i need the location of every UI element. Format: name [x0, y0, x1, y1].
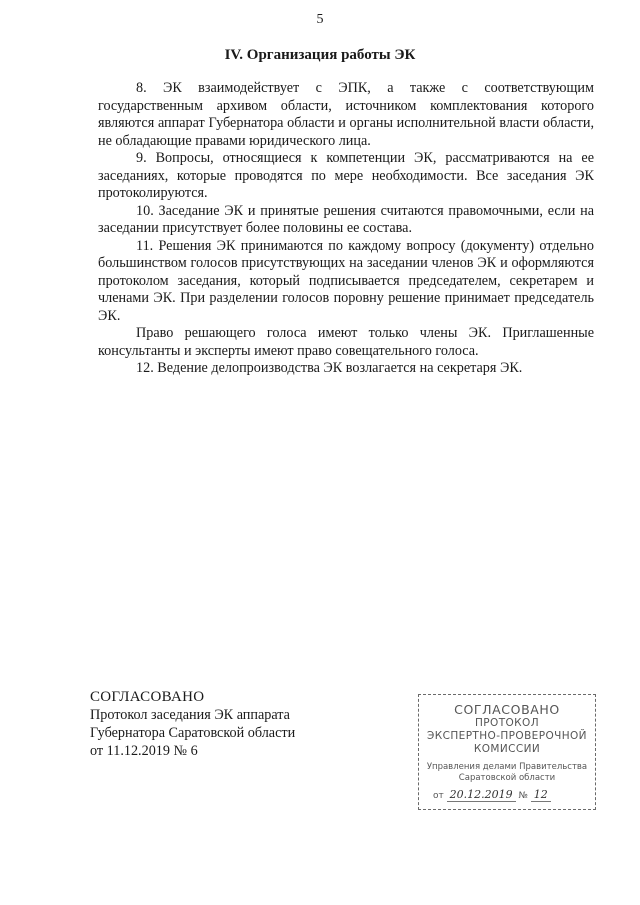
paragraph-11: 11. Решения ЭК принимаются по каждому вопросу (документу) отдельно большинством голосов присутствующих на заседании членов ЭК и оформляются протоколом заседания, который подписывается председателем, секретарем и членами ЭК. При разделении голосов поровну решение принимает председатель ЭК. — [98, 237, 594, 324]
section-title: IV. Организация работы ЭК — [224, 47, 416, 63]
stamp-date-row — [419, 789, 595, 802]
stamp-line-protocol: ПРОТОКОЛ — [475, 717, 539, 729]
paragraph-10: 10. Заседание ЭК и принятые решения считаются правомочными, если на заседании присутствует более половины ее состава. — [98, 202, 594, 236]
stamp-line-commission-type: ЭКСПЕРТНО-ПРОВЕРОЧНОЙ — [427, 730, 587, 742]
approval-block — [90, 688, 360, 760]
approval-line-organization: Губернатора Саратовской области — [90, 725, 296, 741]
stamp-date-prefix: от — [433, 791, 444, 801]
stamp-number-handwritten: 12 — [531, 789, 551, 802]
approval-stamp — [418, 694, 596, 810]
stamp-line-commission: КОМИССИИ — [473, 743, 541, 755]
paragraph-9: 9. Вопросы, относящиеся к компетенции ЭК, рассматриваются на ее заседаниях, которые проводятся по мере необходимости. Все заседания ЭК протоколируются. — [98, 150, 594, 201]
document-body — [98, 80, 594, 378]
paragraph-12: 12. Ведение делопроизводства ЭК возлагается на секретаря ЭК. — [136, 360, 523, 376]
stamp-title: СОГЛАСОВАНО — [454, 702, 560, 717]
stamp-org-line-1: Управления делами Правительства — [426, 762, 588, 772]
stamp-number-prefix: № — [518, 791, 528, 801]
stamp-org-line-2: Саратовской области — [458, 773, 556, 783]
approval-line-protocol: Протокол заседания ЭК аппарата — [90, 707, 290, 723]
approval-heading: СОГЛАСОВАНО — [90, 689, 205, 705]
paragraph-8: 8. ЭК взаимодействует с ЭПК, а также с соответствующим государственным архивом области, источником комплектования которого являются аппарат Губернатора области и органы исполнительной власти области, не обладающие правами юридического лица. — [98, 80, 594, 149]
stamp-date-handwritten: 20.12.2019 — [447, 789, 516, 802]
approval-line-date: от 11.12.2019 № 6 — [90, 743, 198, 759]
page-number: 5 — [316, 12, 324, 27]
paragraph-voting-rights: Право решающего голоса имеют только члены ЭК. Приглашенные консультанты и эксперты имеют право совещательного голоса. — [98, 325, 594, 359]
